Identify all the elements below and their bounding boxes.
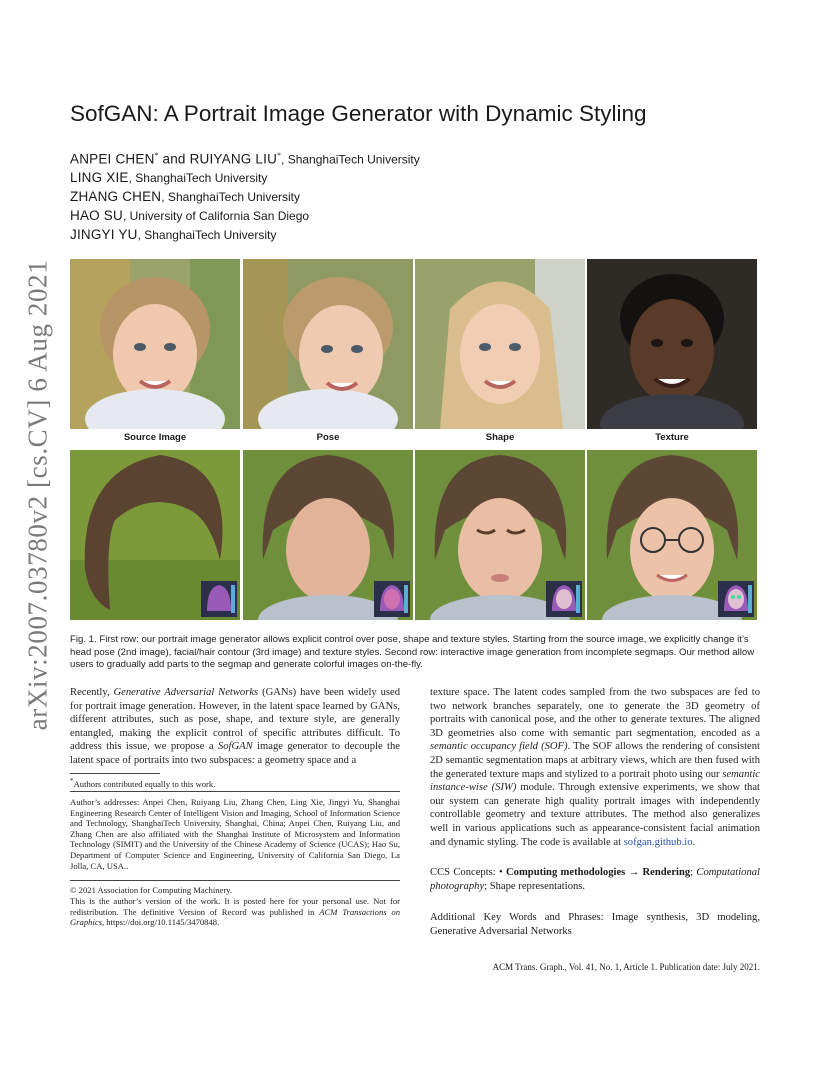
figure-photo-face-full bbox=[587, 450, 757, 620]
footnote-rule bbox=[70, 791, 400, 792]
caption-prefix: Fig. 1. bbox=[70, 634, 97, 645]
footnote-text: This is the author’s version of the work. It is posted here for your personal use. Not for redistribution. The definitive Version of Record was published in bbox=[70, 896, 400, 917]
text-run: Recently, bbox=[70, 687, 114, 698]
figure-photo-pose bbox=[243, 259, 413, 429]
footnote-text-emphasis: ACM Transactions on Graphics bbox=[70, 906, 400, 928]
figure-photo-shape bbox=[415, 259, 585, 429]
author-affiliation: , ShanghaiTech University bbox=[128, 171, 268, 185]
text-run: (GANs) have been widely used for portrait image generation. However, in the latent space learned by GANs, different attributes, such as pose, shape, and texture style, are generally entangled, making the explicit control of specific attributes difficult. To address this issue, we propose a bbox=[70, 687, 400, 753]
text-run: image generator to decouple the latent space of portraits into two subspaces: a geometry space and a bbox=[70, 741, 400, 766]
author-affiliation: , ShanghaiTech University bbox=[281, 152, 420, 167]
footnote-version bbox=[70, 896, 400, 928]
author-line-3 bbox=[70, 189, 300, 205]
figure-label-pose: Pose bbox=[316, 432, 340, 443]
text-run: . The SOF allows the rendering of consistent 2D semantic segmentation maps at arbitrary views, which are then fused with the generated texture maps and stylized to a portrait photo using our bbox=[430, 741, 760, 780]
author-name: HAO SU bbox=[70, 208, 123, 223]
author-name: LING XIE bbox=[70, 170, 129, 185]
running-foot: ACM Trans. Graph., Vol. 41, No. 1, Article 1. Publication date: July 2021. bbox=[492, 962, 760, 972]
ccs-term: Computing methodologies bbox=[506, 867, 626, 878]
figure-photo-texture bbox=[587, 259, 757, 429]
keywords: Additional Key Words and Phrases: Image synthesis, 3D modeling, Generative Adversarial Networks bbox=[430, 912, 760, 937]
footnote-addresses: Author’s addresses: Anpei Chen, Ruiyang Liu, Zhang Chen, Ling Xie, Jingyi Yu, Shanghai Engineering Research Center of Intelligent Vision and Imaging, School of Information Science and Technology, ShanghaiTech University, Shanghai, China; Anpei Chen, Ruiyang Liu, and Zhang Chen are also affiliated with the Shanghai Institute of Microsystem and Information Technology (SIMIT) and the University of the Chinese Academy of Science (UCAS); Hao Su, Department of Computer Science and Engineering, University of California San Diego, La Jolla, CA, USA.. bbox=[70, 797, 400, 871]
segmap-thumbnail bbox=[546, 581, 582, 617]
ccs-term-emphasis: Computational photography bbox=[430, 867, 760, 892]
figure-label-shape: Shape bbox=[485, 432, 515, 443]
author-line-5 bbox=[70, 227, 276, 243]
figure-label-source: Source Image bbox=[123, 432, 187, 443]
author-name: JINGYI YU bbox=[70, 227, 138, 242]
paper-title: SofGAN: A Portrait Image Generator with Dynamic Styling bbox=[70, 101, 647, 126]
author-name: ANPEI CHEN bbox=[70, 151, 155, 167]
author-sup: * bbox=[154, 151, 159, 160]
caption-text: First row: our portrait image generator allows explicit control over pose, shape and texture styles. Starting from the source image, we explicitly change it’s head pose (2nd image), facial/hair contour (3rd image) and texture styles. Second row: interactive image generation from incomplete segmaps. Our method allow users to gradually add parts to the segmap and generate colorful images on-the-fly. bbox=[70, 634, 755, 671]
footnote-rule bbox=[70, 880, 400, 881]
text-run: module. Through extensive experiments, we show that our system can generate high quality portrait images with independently controllable geometry and texture attributes. The method also generalizes well in various applications such as appearance-consistent facial animation and dynamic styling. The code is available at bbox=[430, 782, 760, 848]
author-joiner: and bbox=[158, 151, 190, 167]
text-run: . bbox=[692, 836, 696, 848]
author-affiliation: , ShanghaiTech University bbox=[137, 228, 277, 242]
ccs-prefix: CCS Concepts: • bbox=[430, 867, 507, 878]
abstract-paragraph bbox=[430, 686, 760, 849]
abstract-right-column bbox=[430, 686, 760, 849]
segmap-thumbnail bbox=[718, 581, 754, 617]
footnote-text: , https://doi.org/10.1145/3470848. bbox=[102, 917, 220, 928]
text-run-emphasis: Generative Adversarial Networks bbox=[113, 687, 259, 698]
author-name: RUIYANG LIU bbox=[189, 151, 278, 167]
author-affiliation: , University of California San Diego bbox=[122, 209, 310, 223]
footnote-sup: * bbox=[70, 777, 74, 785]
author-sup: * bbox=[277, 151, 282, 160]
author-line-2 bbox=[70, 170, 267, 186]
text-run: texture space. The latent codes sampled from the two subspaces are fed to two network branches separately, one to generate the 3D geometry of portraits with canonical pose, and the other to generate textures. The aligned 3D geometries also come with semantic part segmentation, encoded as a bbox=[430, 687, 760, 739]
text-run-emphasis: semantic occupancy field (SOF) bbox=[430, 741, 568, 753]
footnote-text: Authors contributed equally to this work. bbox=[73, 778, 216, 789]
segmap-thumbnail bbox=[201, 581, 237, 617]
figure-caption bbox=[70, 634, 760, 672]
author-affiliation: , ShanghaiTech University bbox=[161, 190, 301, 204]
ccs-arrow: → bbox=[625, 867, 643, 878]
ccs-separator: ; bbox=[690, 867, 697, 878]
footnote-rule bbox=[70, 773, 160, 774]
arxiv-stamp-text: arXiv:2007.03780v2 [cs.CV] 6 Aug 2021 bbox=[22, 259, 53, 731]
ccs-tail: ; Shape representations. bbox=[484, 880, 586, 892]
figure-photo-hair-only bbox=[70, 450, 240, 620]
figure-label-texture: Texture bbox=[655, 432, 689, 443]
figure-photo-source bbox=[70, 259, 240, 429]
text-run-emphasis: SofGAN bbox=[217, 741, 253, 753]
author-line-4 bbox=[70, 208, 309, 224]
abstract-left-column bbox=[70, 686, 400, 768]
figure-photo-face-blank bbox=[243, 450, 413, 620]
ccs-term: Rendering bbox=[642, 867, 691, 878]
author-line-1 bbox=[70, 151, 420, 168]
author-name: ZHANG CHEN bbox=[70, 189, 162, 204]
abstract-paragraph bbox=[70, 686, 400, 768]
figure-photo-face-partial bbox=[415, 450, 585, 620]
text-run-emphasis: semantic instance-wise (SIW) bbox=[430, 768, 760, 794]
arxiv-side-stamp bbox=[20, 259, 56, 731]
footnote-copyright: © 2021 Association for Computing Machinery. bbox=[70, 885, 233, 895]
segmap-thumbnail bbox=[374, 581, 410, 617]
project-link[interactable]: sofgan.github.io bbox=[623, 836, 693, 848]
ccs-concepts bbox=[430, 866, 760, 893]
footnote-equal-contribution bbox=[70, 776, 400, 789]
